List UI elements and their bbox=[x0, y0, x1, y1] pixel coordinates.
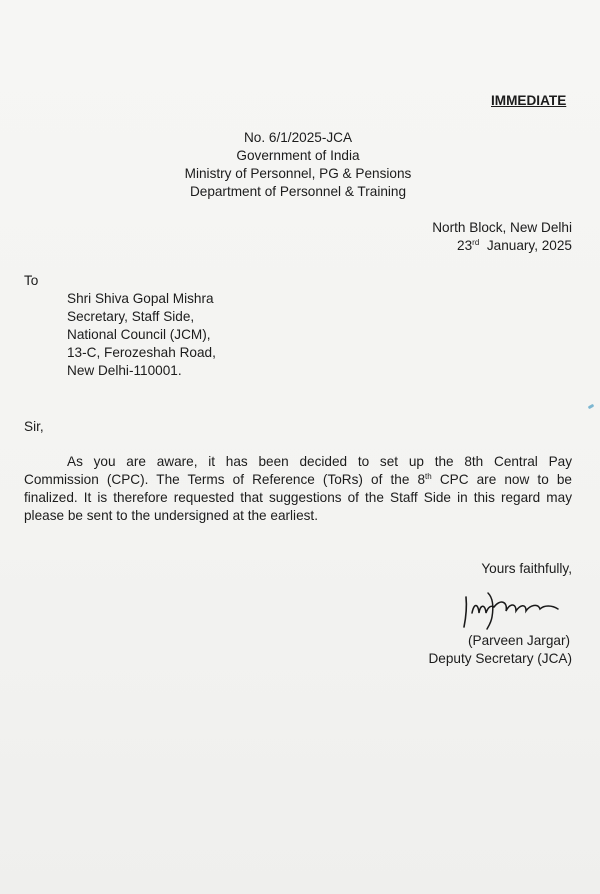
ordinal-suffix: th bbox=[425, 472, 432, 481]
signatory-designation: Deputy Secretary (JCA) bbox=[428, 651, 572, 666]
recipient-line: 13-C, Ferozeshah Road, bbox=[67, 345, 216, 360]
ink-mark bbox=[588, 404, 595, 410]
handwritten-signature bbox=[458, 583, 568, 631]
body-line-3: finalized. It is therefore requested that suggestions of the Staff Side in this regard may bbox=[24, 490, 572, 505]
priority-label: IMMEDIATE bbox=[491, 93, 567, 108]
date-day: 23 bbox=[457, 238, 473, 253]
body-line-2 bbox=[24, 471, 572, 489]
government-line: Government of India bbox=[236, 148, 360, 163]
recipient-line: New Delhi-110001. bbox=[67, 363, 182, 378]
recipient-line: Shri Shiva Gopal Mishra bbox=[67, 291, 214, 306]
recipient-line: National Council (JCM), bbox=[67, 327, 211, 342]
closing: Yours faithfully, bbox=[481, 561, 572, 576]
ministry-line: Ministry of Personnel, PG & Pensions bbox=[184, 166, 412, 181]
body-line-1: As you are aware, it has been decided to set up the 8th Central Pay bbox=[67, 454, 572, 469]
place-location: North Block, New Delhi bbox=[432, 220, 572, 235]
date-rest: January, 2025 bbox=[486, 238, 572, 253]
body-line-4: please be sent to the undersigned at the earliest. bbox=[24, 508, 318, 523]
letter-date bbox=[457, 237, 572, 255]
file-number: No. 6/1/2025-JCA bbox=[243, 130, 353, 145]
salutation: Sir, bbox=[24, 419, 44, 434]
recipient-line: Secretary, Staff Side, bbox=[67, 309, 195, 324]
department-line: Department of Personnel & Training bbox=[189, 184, 407, 199]
body-line-2-end: CPC are now to be bbox=[431, 472, 572, 487]
signatory-name: (Parveen Jargar) bbox=[468, 633, 570, 648]
to-label: To bbox=[24, 273, 39, 288]
body-line-2-start: Commission (CPC). The Terms of Reference (ToRs) of the 8 bbox=[24, 472, 426, 487]
date-suffix: rd bbox=[472, 238, 480, 247]
